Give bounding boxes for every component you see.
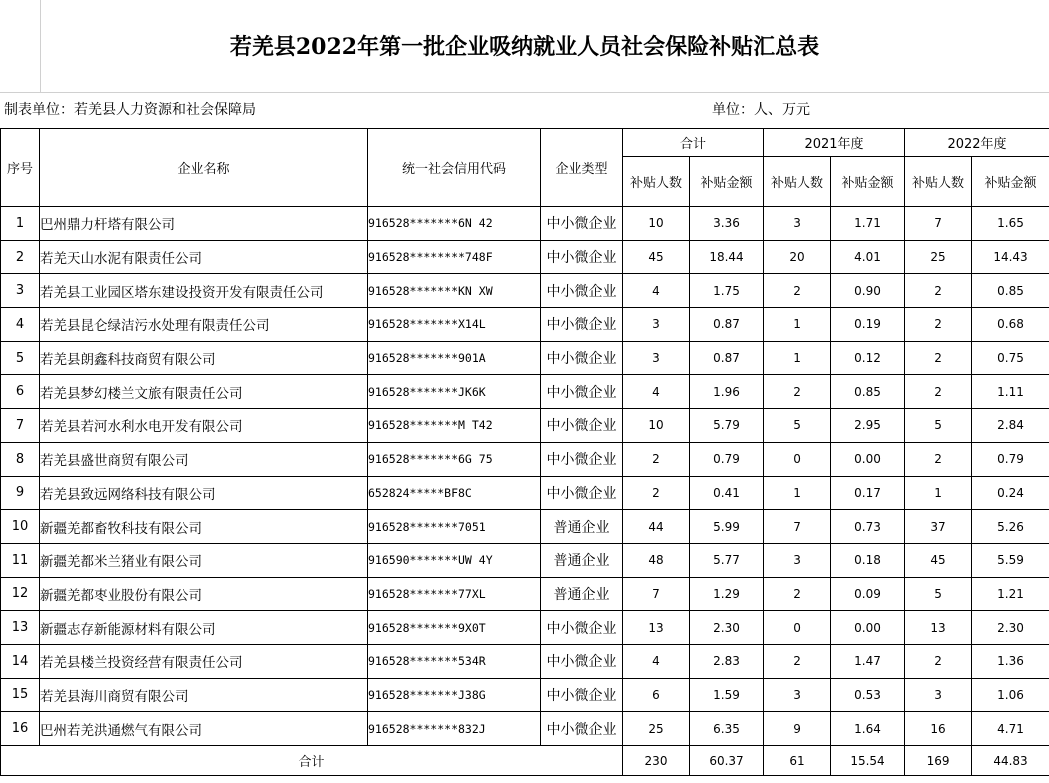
row-2021-amount: 0.09 (831, 577, 905, 611)
row-company-type: 普通企业 (541, 510, 623, 544)
row-2022-amount: 0.24 (972, 476, 1049, 510)
row-2021-count: 20 (764, 240, 831, 274)
row-2022-amount: 5.26 (972, 510, 1049, 544)
row-company-name: 新疆羌都畜牧科技有限公司 (40, 510, 368, 544)
totals-2022-amount: 44.83 (972, 746, 1049, 776)
row-total-count: 4 (623, 274, 690, 308)
totals-amount: 60.37 (690, 746, 764, 776)
row-total-amount: 3.36 (690, 207, 764, 241)
row-2022-count: 45 (905, 543, 972, 577)
header-company-type: 企业类型 (541, 129, 623, 207)
row-total-amount: 5.77 (690, 543, 764, 577)
row-total-count: 48 (623, 543, 690, 577)
row-seq: 10 (1, 510, 40, 544)
row-total-amount: 1.29 (690, 577, 764, 611)
row-credit-code: 916528*******KN XW (368, 274, 541, 308)
header-2021-amount: 补贴金额 (831, 157, 905, 207)
row-total-count: 2 (623, 476, 690, 510)
row-2022-count: 13 (905, 611, 972, 645)
row-2022-count: 25 (905, 240, 972, 274)
row-2021-amount: 0.00 (831, 442, 905, 476)
row-total-amount: 0.79 (690, 442, 764, 476)
table-row (1, 240, 1049, 274)
issuing-unit-label: 制表单位：若羌县人力资源和社会保障局 (4, 102, 256, 118)
row-2021-amount: 0.53 (831, 678, 905, 712)
subsidy-table (0, 128, 1049, 776)
row-seq: 9 (1, 476, 40, 510)
row-2022-amount: 4.71 (972, 712, 1049, 746)
row-2022-amount: 1.06 (972, 678, 1049, 712)
row-credit-code: 916528********748F (368, 240, 541, 274)
row-credit-code: 916528*******M T42 (368, 409, 541, 443)
row-2022-amount: 0.68 (972, 308, 1049, 342)
row-2022-amount: 1.65 (972, 207, 1049, 241)
row-total-count: 44 (623, 510, 690, 544)
table-row (1, 375, 1049, 409)
row-2022-count: 2 (905, 308, 972, 342)
row-2021-amount: 0.00 (831, 611, 905, 645)
table-row (1, 510, 1049, 544)
row-company-name: 若羌县致远网络科技有限公司 (40, 476, 368, 510)
row-company-type: 普通企业 (541, 543, 623, 577)
row-2022-amount: 0.85 (972, 274, 1049, 308)
header-row-1 (1, 129, 1049, 157)
row-2022-count: 3 (905, 678, 972, 712)
table-row (1, 611, 1049, 645)
row-2022-count: 2 (905, 375, 972, 409)
totals-count: 230 (623, 746, 690, 776)
row-total-amount: 5.79 (690, 409, 764, 443)
row-total-count: 3 (623, 308, 690, 342)
row-company-type: 中小微企业 (541, 409, 623, 443)
table-row (1, 341, 1049, 375)
row-2022-count: 1 (905, 476, 972, 510)
header-group-2021: 2021年度 (764, 129, 905, 157)
row-2021-count: 2 (764, 274, 831, 308)
row-2021-count: 3 (764, 678, 831, 712)
table-row (1, 442, 1049, 476)
row-2021-amount: 0.19 (831, 308, 905, 342)
row-credit-code: 916528*******X14L (368, 308, 541, 342)
row-credit-code: 916528*******901A (368, 341, 541, 375)
title-row (0, 0, 1049, 93)
row-2021-count: 2 (764, 375, 831, 409)
row-company-type: 中小微企业 (541, 442, 623, 476)
row-total-amount: 2.30 (690, 611, 764, 645)
row-2021-amount: 0.18 (831, 543, 905, 577)
row-seq: 4 (1, 308, 40, 342)
row-2022-count: 2 (905, 274, 972, 308)
totals-row (1, 746, 1049, 776)
table-row (1, 409, 1049, 443)
row-total-amount: 2.83 (690, 644, 764, 678)
totals-2021-count: 61 (764, 746, 831, 776)
row-total-count: 10 (623, 409, 690, 443)
row-total-count: 4 (623, 375, 690, 409)
row-2021-amount: 2.95 (831, 409, 905, 443)
currency-unit-label: 单位：人、万元 (712, 102, 810, 118)
row-company-name: 若羌县盛世商贸有限公司 (40, 442, 368, 476)
row-credit-code: 652824*****BF8C (368, 476, 541, 510)
row-2021-amount: 4.01 (831, 240, 905, 274)
row-credit-code: 916528*******77XL (368, 577, 541, 611)
row-company-name: 若羌县梦幻楼兰文旅有限责任公司 (40, 375, 368, 409)
row-seq: 1 (1, 207, 40, 241)
row-company-name: 若羌天山水泥有限责任公司 (40, 240, 368, 274)
row-credit-code: 916528*******6G 75 (368, 442, 541, 476)
row-2021-count: 2 (764, 577, 831, 611)
header-group-total: 合计 (623, 129, 764, 157)
row-seq: 12 (1, 577, 40, 611)
row-seq: 14 (1, 644, 40, 678)
row-2022-amount: 2.84 (972, 409, 1049, 443)
row-2021-count: 0 (764, 442, 831, 476)
row-2021-count: 5 (764, 409, 831, 443)
row-seq: 3 (1, 274, 40, 308)
row-company-name: 若羌县若河水利水电开发有限公司 (40, 409, 368, 443)
row-2022-amount: 0.75 (972, 341, 1049, 375)
table-row (1, 476, 1049, 510)
table-row (1, 644, 1049, 678)
row-2021-count: 9 (764, 712, 831, 746)
row-company-name: 若羌县昆仑绿洁污水处理有限责任公司 (40, 308, 368, 342)
row-total-amount: 1.96 (690, 375, 764, 409)
row-2021-count: 0 (764, 611, 831, 645)
row-2022-count: 2 (905, 341, 972, 375)
row-company-name: 巴州若羌洪通燃气有限公司 (40, 712, 368, 746)
row-total-count: 13 (623, 611, 690, 645)
row-2021-count: 2 (764, 644, 831, 678)
row-company-name: 新疆羌都米兰猪业有限公司 (40, 543, 368, 577)
row-2022-count: 7 (905, 207, 972, 241)
table-row (1, 207, 1049, 241)
totals-label: 合计 (1, 746, 623, 776)
row-2022-amount: 1.21 (972, 577, 1049, 611)
row-2022-count: 37 (905, 510, 972, 544)
row-total-amount: 5.99 (690, 510, 764, 544)
row-total-amount: 18.44 (690, 240, 764, 274)
row-2022-amount: 14.43 (972, 240, 1049, 274)
row-company-name: 巴州鼎力杆塔有限公司 (40, 207, 368, 241)
row-2022-count: 2 (905, 442, 972, 476)
row-total-count: 7 (623, 577, 690, 611)
table-row (1, 274, 1049, 308)
row-2021-count: 7 (764, 510, 831, 544)
header-total-count: 补贴人数 (623, 157, 690, 207)
row-seq: 16 (1, 712, 40, 746)
row-2021-amount: 0.85 (831, 375, 905, 409)
row-2022-amount: 0.79 (972, 442, 1049, 476)
header-2022-amount: 补贴金额 (972, 157, 1049, 207)
row-credit-code: 916528*******534R (368, 644, 541, 678)
row-2022-count: 5 (905, 577, 972, 611)
row-company-type: 中小微企业 (541, 341, 623, 375)
meta-row (0, 92, 1049, 128)
row-credit-code: 916528*******J38G (368, 678, 541, 712)
table-row (1, 678, 1049, 712)
row-seq: 5 (1, 341, 40, 375)
table-row (1, 577, 1049, 611)
table-row (1, 308, 1049, 342)
row-2021-amount: 1.71 (831, 207, 905, 241)
row-total-count: 2 (623, 442, 690, 476)
row-total-count: 6 (623, 678, 690, 712)
row-2021-count: 1 (764, 476, 831, 510)
row-2021-count: 3 (764, 543, 831, 577)
row-company-type: 普通企业 (541, 577, 623, 611)
row-company-name: 新疆羌都枣业股份有限公司 (40, 577, 368, 611)
row-company-type: 中小微企业 (541, 207, 623, 241)
row-total-amount: 0.87 (690, 341, 764, 375)
row-total-amount: 6.35 (690, 712, 764, 746)
row-credit-code: 916528*******832J (368, 712, 541, 746)
row-2022-count: 16 (905, 712, 972, 746)
row-total-amount: 1.59 (690, 678, 764, 712)
table-body (1, 207, 1049, 746)
header-seq: 序号 (1, 129, 40, 207)
row-company-type: 中小微企业 (541, 678, 623, 712)
row-2021-count: 3 (764, 207, 831, 241)
table-row (1, 712, 1049, 746)
row-2022-count: 2 (905, 644, 972, 678)
row-seq: 11 (1, 543, 40, 577)
row-seq: 6 (1, 375, 40, 409)
row-company-type: 中小微企业 (541, 375, 623, 409)
header-total-amount: 补贴金额 (690, 157, 764, 207)
header-credit-code: 统一社会信用代码 (368, 129, 541, 207)
row-company-name: 若羌县海川商贸有限公司 (40, 678, 368, 712)
row-2021-amount: 0.73 (831, 510, 905, 544)
row-2021-amount: 1.47 (831, 644, 905, 678)
row-company-type: 中小微企业 (541, 644, 623, 678)
row-credit-code: 916528*******7051 (368, 510, 541, 544)
row-seq: 2 (1, 240, 40, 274)
row-2022-amount: 1.36 (972, 644, 1049, 678)
row-company-name: 新疆志存新能源材料有限公司 (40, 611, 368, 645)
row-2021-count: 1 (764, 308, 831, 342)
row-credit-code: 916590*******UW 4Y (368, 543, 541, 577)
header-group-2022: 2022年度 (905, 129, 1049, 157)
row-company-type: 中小微企业 (541, 476, 623, 510)
row-company-type: 中小微企业 (541, 611, 623, 645)
row-total-amount: 1.75 (690, 274, 764, 308)
header-company-name: 企业名称 (40, 129, 368, 207)
row-company-name: 若羌县工业园区塔东建设投资开发有限责任公司 (40, 274, 368, 308)
row-seq: 8 (1, 442, 40, 476)
row-seq: 7 (1, 409, 40, 443)
header-2021-count: 补贴人数 (764, 157, 831, 207)
row-2022-amount: 2.30 (972, 611, 1049, 645)
row-company-name: 若羌县楼兰投资经营有限责任公司 (40, 644, 368, 678)
row-2022-amount: 5.59 (972, 543, 1049, 577)
row-company-type: 中小微企业 (541, 308, 623, 342)
row-company-name: 若羌县朗鑫科技商贸有限公司 (40, 341, 368, 375)
row-2021-amount: 0.17 (831, 476, 905, 510)
row-total-count: 45 (623, 240, 690, 274)
row-seq: 15 (1, 678, 40, 712)
totals-2022-count: 169 (905, 746, 972, 776)
totals-2021-amount: 15.54 (831, 746, 905, 776)
table-row (1, 543, 1049, 577)
row-2021-count: 1 (764, 341, 831, 375)
row-2021-amount: 1.64 (831, 712, 905, 746)
row-credit-code: 916528*******JK6K (368, 375, 541, 409)
row-company-type: 中小微企业 (541, 712, 623, 746)
row-total-amount: 0.87 (690, 308, 764, 342)
header-2022-count: 补贴人数 (905, 157, 972, 207)
row-2021-amount: 0.90 (831, 274, 905, 308)
row-total-count: 10 (623, 207, 690, 241)
row-total-count: 3 (623, 341, 690, 375)
row-credit-code: 916528*******9X0T (368, 611, 541, 645)
row-2022-count: 5 (905, 409, 972, 443)
row-total-count: 4 (623, 644, 690, 678)
row-company-type: 中小微企业 (541, 240, 623, 274)
row-seq: 13 (1, 611, 40, 645)
row-total-count: 25 (623, 712, 690, 746)
row-2022-amount: 1.11 (972, 375, 1049, 409)
row-credit-code: 916528*******6N 42 (368, 207, 541, 241)
row-2021-amount: 0.12 (831, 341, 905, 375)
row-total-amount: 0.41 (690, 476, 764, 510)
row-company-type: 中小微企业 (541, 274, 623, 308)
page-title: 若羌县2022年第一批企业吸纳就业人员社会保险补贴汇总表 (229, 34, 820, 60)
